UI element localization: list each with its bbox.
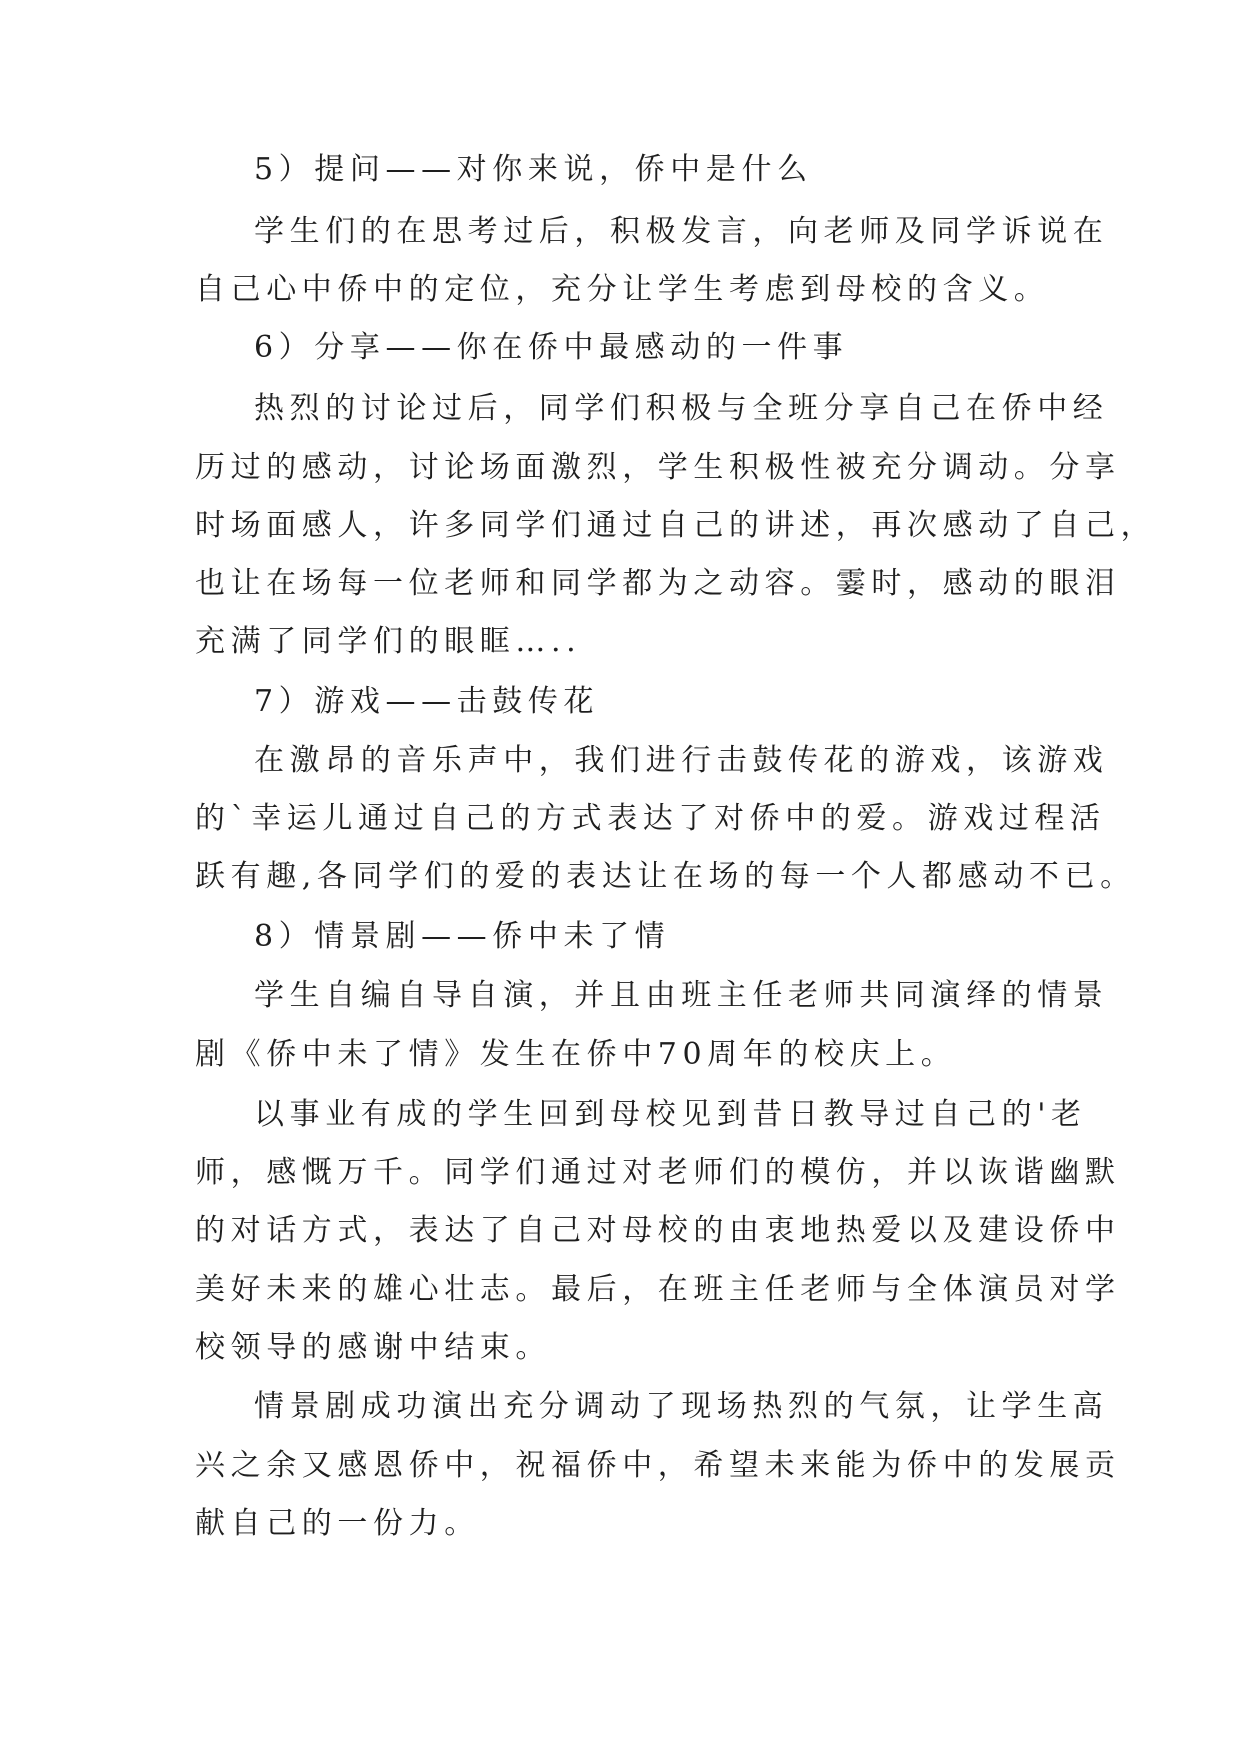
paragraph-line: 历过的感动，讨论场面激烈，学生积极性被充分调动。分享 [195,450,1121,485]
heading-6-share: 6）分享——你在侨中最感动的一件事 [254,330,849,365]
paragraph-line: 兴之余又感恩侨中，祝福侨中，希望未来能为侨中的发展贡 [195,1448,1121,1483]
paragraph-line: 热烈的讨论过后，同学们积极与全班分享自己在侨中经 [254,391,1109,426]
paragraph-line: 也让在场每一位老师和同学都为之动容。霎时，感动的眼泪 [195,566,1121,601]
paragraph-line: 的对话方式，表达了自己对母校的由衷地热爱以及建设侨中 [195,1213,1121,1248]
paragraph-line: 学生们的在思考过后，积极发言，向老师及同学诉说在 [254,214,1109,249]
paragraph-line: 充满了同学们的眼眶….. [195,624,582,659]
paragraph-line: 自己心中侨中的定位，充分让学生考虑到母校的含义。 [195,272,1050,307]
paragraph-line: 情景剧成功演出充分调动了现场热烈的气氛，让学生高 [254,1389,1109,1424]
paragraph-line: 学生自编自导自演，并且由班主任老师共同演绎的情景 [254,978,1109,1013]
paragraph-line: 校领导的感谢中结束。 [195,1330,551,1365]
paragraph-line: 时场面感人，许多同学们通过自己的讲述，再次感动了自己， [195,508,1157,543]
paragraph-line: 跃有趣,各同学们的爱的表达让在场的每一个人都感动不已。 [195,859,1136,894]
heading-5-question: 5）提问——对你来说，侨中是什么 [254,152,813,187]
heading-7-game: 7）游戏——击鼓传花 [254,684,600,719]
paragraph-line: 师，感慨万千。同学们通过对老师们的模仿，并以诙谐幽默 [195,1155,1121,1190]
paragraph-line: 剧《侨中未了情》发生在侨中70周年的校庆上。 [195,1037,957,1072]
paragraph-line: 献自己的一份力。 [195,1506,480,1541]
paragraph-line: 美好未来的雄心壮志。最后，在班主任老师与全体演员对学 [195,1272,1121,1307]
heading-8-drama: 8）情景剧——侨中未了情 [254,919,671,954]
paragraph-line: 以事业有成的学生回到母校见到昔日教导过自己的'老 [254,1097,1087,1132]
paragraph-line: 的`幸运儿通过自己的方式表达了对侨中的爱。游戏过程活 [195,801,1106,836]
paragraph-line: 在激昂的音乐声中，我们进行击鼓传花的游戏，该游戏 [254,743,1109,778]
